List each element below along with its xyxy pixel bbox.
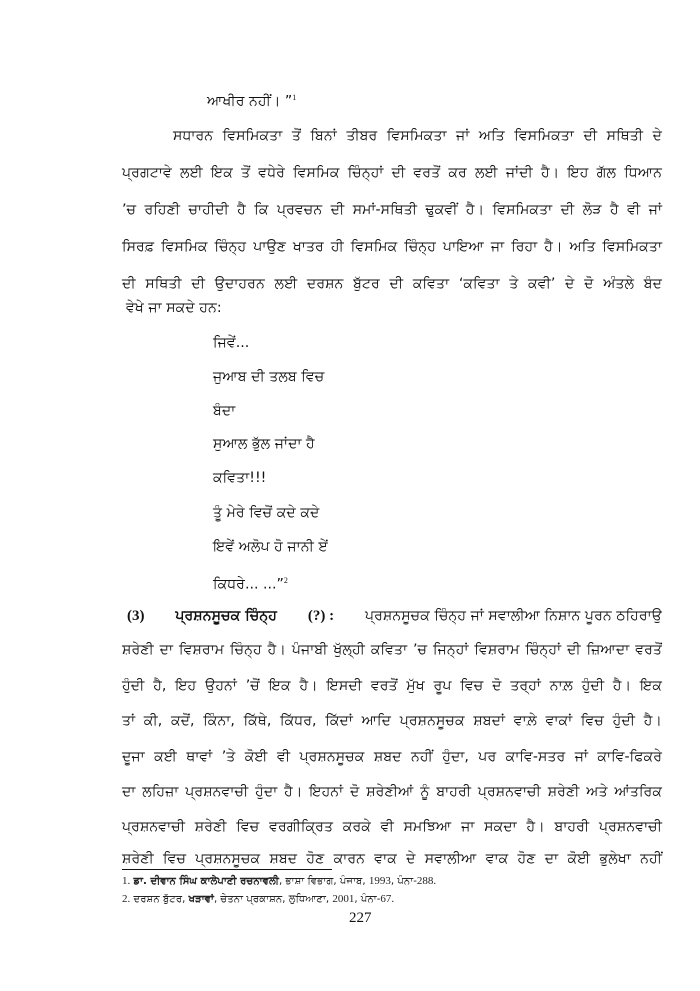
poem-line-6: ਤੂੰ ਮੇਰੇ ਵਿਚੋਂ ਕਦੇ ਕਦੇ xyxy=(213,505,320,521)
poem-line-8-text: ਕਿਧਰੇ... ...” xyxy=(213,576,284,593)
poem-line-8 xyxy=(213,571,513,595)
footnote-2 xyxy=(122,892,394,907)
poem-line-5: ਕਵਿਤਾ!!! xyxy=(213,470,267,486)
section-3-line-4: ਤਾਂ ਕੀ, ਕਦੋਂ, ਕਿੰਨਾ, ਕਿੱਥੇ, ਕਿੱਧਰ, ਕਿੱਦਾਂ ਆਦਿ ਪ੍ਰਸ਼ਨਸੂਚਕ ਸ਼ਬਦਾਂ ਵਾਲ਼ੇ ਵਾਕਾਂ ਵਿਚ ਹੁੰਦੀ ਹੈ। xyxy=(122,713,662,729)
footnote-1-page-label: , ਪੰਨਾ- xyxy=(390,876,417,887)
footnote-2-year: 2001 xyxy=(332,893,355,905)
footnote-ref-1: 1 xyxy=(292,93,297,102)
section-first-line-rest: ਪ੍ਰਸ਼ਨਸੂਚਕ ਚਿੰਨ੍ਹ ਜਾਂ ਸਵਾਲੀਆ ਨਿਸ਼ਾਨ ਪੂਰਨ ਠਹਿਰਾਉ xyxy=(364,608,662,624)
section-3-heading-line xyxy=(127,606,662,626)
footnote-separator xyxy=(122,869,332,870)
footnote-2-number: 2. xyxy=(122,893,131,905)
paragraph-1-line-5: ਦੀ ਸਥਿਤੀ ਦੀ ਉਦਾਹਰਨ ਲਈ ਦਰਸ਼ਨ ਬੁੱਟਰ ਦੀ ਕਵਿਤਾ ‘ਕਵਿਤਾ ਤੇ ਕਵੀ’ ਦੇ ਦੋ ਅੰਤਲੇ ਬੰਦ xyxy=(122,276,662,292)
footnote-2-page-label: , ਪੰਨਾ- xyxy=(354,894,381,905)
section-3-line-6: ਦਾ ਲਹਿਜ਼ਾ ਪ੍ਰਸ਼ਨਵਾਚੀ ਹੁੰਦਾ ਹੈ। ਇਹਨਾਂ ਦੋ ਸ਼ਰੇਣੀਆਂ ਨੂੰ ਬਾਹਰੀ ਪ੍ਰਸ਼ਨਵਾਚੀ ਸ਼ਰੇਣੀ ਅਤੇ ਆਂਤਰਿਕ xyxy=(122,784,662,800)
section-number: (3) xyxy=(127,608,145,624)
section-symbol: (?) : xyxy=(307,608,335,624)
paragraph-1-line-1: ਸਧਾਰਨ ਵਿਸਮਿਕਤਾ ਤੋਂ ਬਿਨਾਂ ਤੀਬਰ ਵਿਸਮਿਕਤਾ ਜਾਂ ਅਤਿ ਵਿਸਮਿਕਤਾ ਦੀ ਸਥਿਤੀ ਦੇ xyxy=(173,128,662,144)
paragraph-1-line-2: ਪ੍ਰਗਟਾਵੇ ਲਈ ਇਕ ਤੋਂ ਵਧੇਰੇ ਵਿਸਮਿਕ ਚਿੰਨ੍ਹਾਂ ਦੀ ਵਰਤੋਂ ਕਰ ਲਈ ਜਾਂਦੀ ਹੈ। ਇਹ ਗੱਲ ਧਿਆਨ xyxy=(122,165,662,181)
poem-line-3: ਬੰਦਾ xyxy=(213,403,236,419)
footnote-ref-2: 2 xyxy=(283,576,288,585)
footnote-2-publisher: , ਚੇਤਨਾ ਪ੍ਰਕਾਸ਼ਨ, ਲੁਧਿਆਣਾ, xyxy=(213,894,333,905)
paragraph-1-line-6: ਵੇਖੇ ਜਾ ਸਕਦੇ ਹਨ: xyxy=(126,300,222,316)
quote-end-text: ਆਖੀਰ ਨਹੀਂ। ” xyxy=(207,93,293,110)
section-title: ਪ੍ਰਸ਼ਨਸੂਚਕ ਚਿੰਨ੍ਹ xyxy=(175,608,277,624)
page-number: 227 xyxy=(349,910,372,926)
quote-end-line xyxy=(207,88,700,112)
poem-line-4: ਸੁਆਲ ਭੁੱਲ ਜਾਂਦਾ ਹੈ xyxy=(213,436,315,452)
section-3-line-7: ਪ੍ਰਸ਼ਨਵਾਚੀ ਸ਼ਰੇਣੀ ਵਿਚ ਵਰਗੀਕ੍ਰਿਤ ਕਰਕੇ ਵੀ ਸਮਝਿਆ ਜਾ ਸਕਦਾ ਹੈ। ਬਾਹਰੀ ਪ੍ਰਸ਼ਨਵਾਚੀ xyxy=(122,819,662,835)
footnote-1-publisher: , ਭਾਸ਼ਾ ਵਿਭਾਗ, ਪੰਜਾਬ, xyxy=(278,876,369,887)
section-3-line-8: ਸ਼ਰੇਣੀ ਵਿਚ ਪ੍ਰਸ਼ਨਸੂਚਕ ਸ਼ਬਦ ਹੋਣ ਕਾਰਨ ਵਾਕ ਦੇ ਸਵਾਲੀਆ ਵਾਕ ਹੋਣ ਦਾ ਕੋਈ ਭੁਲੇਖਾ ਨਹੀਂ xyxy=(122,851,662,867)
footnote-2-title: ਖੜਾਵਾਂ xyxy=(188,894,214,905)
section-3-line-5: ਦੂਜਾ ਕਈ ਥਾਵਾਂ ’ਤੇ ਕੋਈ ਵੀ ਪ੍ਰਸ਼ਨਸੂਚਕ ਸ਼ਬਦ ਨਹੀਂ ਹੁੰਦਾ, ਪਰ ਕਾਵਿ-ਸਤਰ ਜਾਂ ਕਾਵਿ-ਫਿਕਰੇ xyxy=(122,749,662,765)
section-3-line-2: ਸ਼ਰੇਣੀ ਦਾ ਵਿਸ਼ਰਾਮ ਚਿੰਨ੍ਹ ਹੈ। ਪੰਜਾਬੀ ਖੁੱਲ੍ਹੀ ਕਵਿਤਾ ’ਚ ਜਿਨ੍ਹਾਂ ਵਿਸ਼ਰਾਮ ਚਿੰਨ੍ਹਾਂ ਦੀ ਜ਼ਿਆਦਾ ਵਰਤੋਂ xyxy=(122,642,662,658)
poem-line-7: ਇਵੇਂ ਅਲੋਪ ਹੋ ਜਾਨੀ ਏਂ xyxy=(213,539,328,555)
paragraph-1-line-3: ’ਚ ਰਹਿਣੀ ਚਾਹੀਦੀ ਹੈ ਕਿ ਪ੍ਰਵਚਨ ਦੀ ਸਮਾਂ-ਸਥਿਤੀ ਢੁਕਵੀਂ ਹੈ। ਵਿਸਮਿਕਤਾ ਦੀ ਲੋੜ ਹੈ ਵੀ ਜਾਂ xyxy=(122,202,662,218)
footnote-1 xyxy=(122,874,436,889)
poem-line-1: ਜਿਵੇਂ... xyxy=(213,335,250,351)
footnote-1-page: 288. xyxy=(416,875,437,887)
footnote-1-title: ਡਾ. ਦੀਵਾਨ ਸਿੰਘ ਕਾਲੇਪਾਣੀ ਰਚਨਾਵਲੀ xyxy=(133,876,279,887)
footnote-2-author: ਦਰਸ਼ਨ ਬੁੱਟਰ, xyxy=(133,894,189,905)
paragraph-1-line-4: ਸਿਰਫ਼ ਵਿਸਮਿਕ ਚਿੰਨ੍ਹ ਪਾਉਣ ਖਾਤਰ ਹੀ ਵਿਸਮਿਕ ਚਿੰਨ੍ਹ ਪਾਇਆ ਜਾ ਰਿਹਾ ਹੈ। ਅਤਿ ਵਿਸਮਿਕਤਾ xyxy=(122,239,662,255)
footnote-2-page: 67. xyxy=(380,893,395,905)
section-3-line-3: ਹੁੰਦੀ ਹੈ, ਇਹ ਉਹਨਾਂ ’ਚੋਂ ਇਕ ਹੈ। ਇਸਦੀ ਵਰਤੋਂ ਮੁੱਖ ਰੂਪ ਵਿਚ ਦੋ ਤਰ੍ਹਾਂ ਨਾਲ਼ ਹੁੰਦੀ ਹੈ। ਇਕ xyxy=(122,678,662,694)
footnote-1-number: 1. xyxy=(122,875,131,887)
poem-line-2: ਜੁਆਬ ਦੀ ਤਲਬ ਵਿਚ xyxy=(213,369,325,385)
footnote-1-year: 1993 xyxy=(368,875,391,887)
